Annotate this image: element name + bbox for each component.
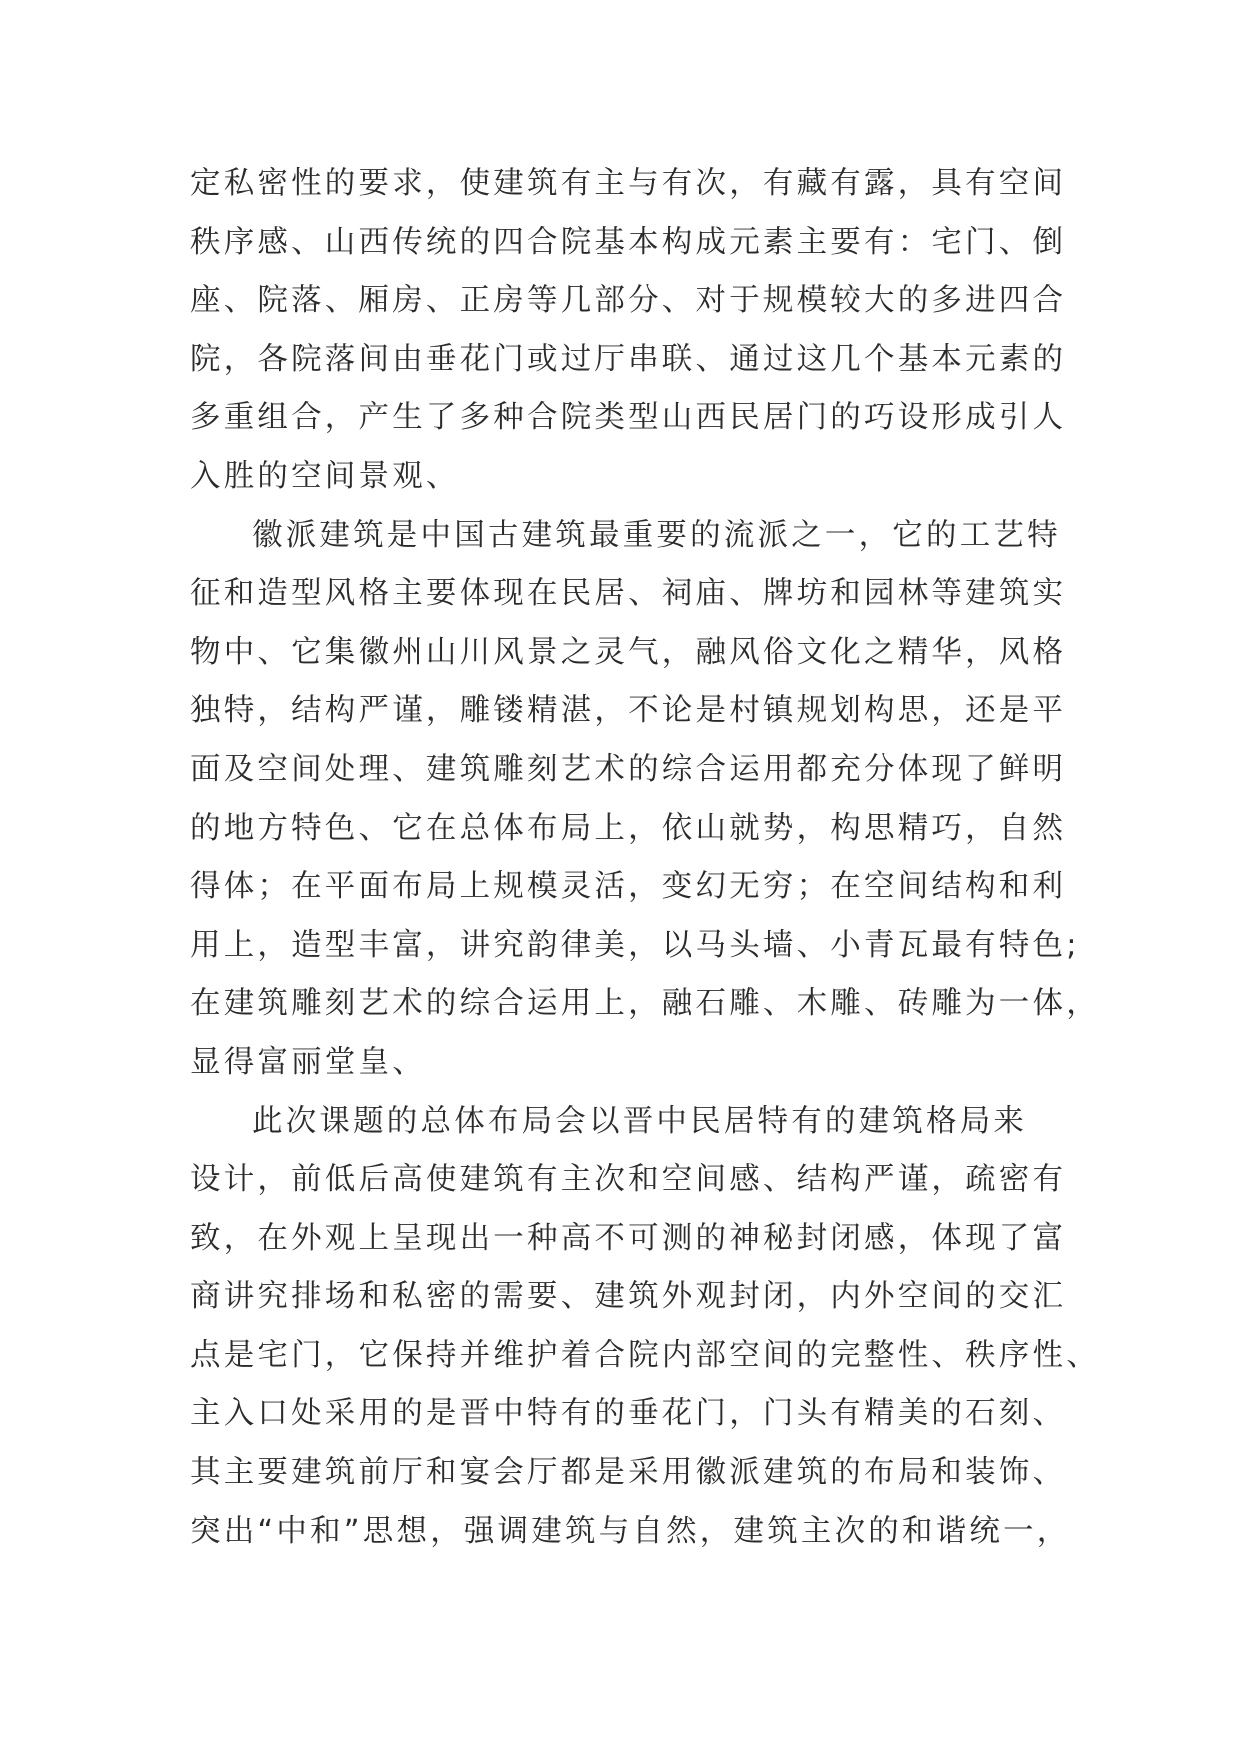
text-line: 在建筑雕刻艺术的综合运用上，融石雕、木雕、砖雕为一体， <box>190 986 1100 1022</box>
text-line: 得体；在平面布局上规模灵活，变幻无穷；在空间结构和利 <box>190 869 1067 905</box>
text-line: 入胜的空间景观、 <box>190 458 460 494</box>
text-line: 的地方特色、它在总体布局上，依山就势，构思精巧，自然 <box>190 810 1067 846</box>
text-line: 商讲究排场和私密的需要、建筑外观封闭，内外空间的交汇 <box>190 1279 1067 1315</box>
text-line: 主入口处采用的是晋中特有的垂花门，门头有精美的石刻、 <box>190 1396 1067 1432</box>
text-line: 物中、它集徽州山川风景之灵气，融风俗文化之精华，风格 <box>190 634 1067 670</box>
text-line: 点是宅门，它保持并维护着合院内部空间的完整性、秩序性、 <box>190 1337 1100 1373</box>
text-line: 征和造型风格主要体现在民居、祠庙、牌坊和园林等建筑实 <box>190 576 1067 612</box>
text-line: 座、院落、厢房、正房等几部分、对于规模较大的多进四合 <box>190 283 1067 319</box>
text-line: 其主要建筑前厅和宴会厅都是采用徽派建筑的布局和装饰、 <box>190 1455 1067 1491</box>
text-line: 突出“中和”思想，强调建筑与自然，建筑主次的和谐统一， <box>190 1513 1071 1549</box>
paragraph-start-line: 此次课题的总体布局会以晋中民居特有的建筑格局来 <box>252 1103 1028 1139</box>
text-line: 设计，前低后高使建筑有主次和空间感、结构严谨，疏密有 <box>190 1162 1067 1198</box>
text-line: 致，在外观上呈现出一种高不可测的神秘封闭感，体现了富 <box>190 1220 1067 1256</box>
text-line: 独特，结构严谨，雕镂精湛，不论是村镇规划构思，还是平 <box>190 693 1067 729</box>
text-line: 秩序感、山西传统的四合院基本构成元素主要有：宅门、倒 <box>190 224 1067 260</box>
text-line: 用上，造型丰富，讲究韵律美，以马头墙、小青瓦最有特色; <box>190 927 1080 963</box>
text-line: 显得富丽堂皇、 <box>190 1044 426 1080</box>
text-line: 面及空间处理、建筑雕刻艺术的综合运用都充分体现了鲜明 <box>190 751 1067 787</box>
paragraph-start-line: 徽派建筑是中国古建筑最重要的流派之一，它的工艺特 <box>252 517 1061 553</box>
body-text <box>190 155 1100 1561</box>
text-line: 院，各院落间由垂花门或过厅串联、通过这几个基本元素的 <box>190 341 1067 377</box>
text-line: 定私密性的要求，使建筑有主与有次，有藏有露，具有空间 <box>190 166 1067 201</box>
text-line: 多重组合，产生了多种合院类型山西民居门的巧设形成引人 <box>190 400 1067 436</box>
